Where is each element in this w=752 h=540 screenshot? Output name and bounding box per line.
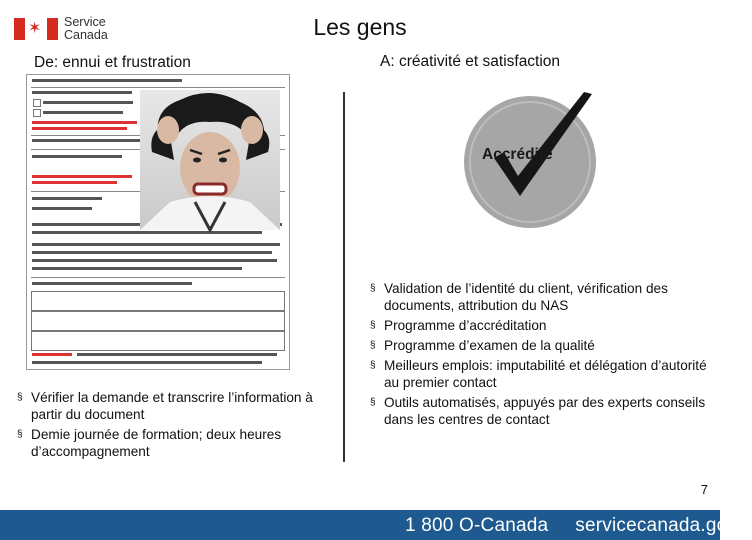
footer-phone: 1 800 O-Canada (405, 515, 549, 536)
left-bullet-list (17, 389, 327, 463)
logo-line-2: Canada (64, 28, 108, 42)
list-item: § Meilleurs emplois: imputabilité et délégation d’autorité au premier contact (370, 358, 707, 390)
logo-line-1: Service (64, 15, 106, 29)
bullet-marker: § (370, 320, 376, 331)
footer-contact (405, 515, 752, 537)
frustrated-person-photo (140, 90, 280, 230)
list-item: § Validation de l’identité du client, vérification des documents, attribution du NAS (370, 281, 668, 313)
bullet-marker: § (370, 360, 376, 371)
accredited-badge (460, 92, 600, 232)
bullet-marker: § (370, 283, 376, 294)
page-number: 7 (700, 482, 708, 497)
list-item: § Vérifier la demande et transcrire l’information à partir du document (17, 390, 313, 422)
right-bullet-list (370, 280, 715, 431)
list-item: § Programme d’accréditation (370, 318, 547, 333)
column-divider (343, 92, 345, 462)
bullet-marker: § (17, 429, 23, 440)
badge-label: Accrédité (482, 146, 553, 163)
list-item: § Outils automatisés, appuyés par des experts conseils dans les centres de contact (370, 395, 706, 427)
slide-title: Les gens (313, 14, 407, 40)
list-item: § Programme d’examen de la qualité (370, 338, 595, 353)
list-item: § Demie journée de formation; deux heures d’accompagnement (17, 427, 282, 459)
maple-leaf-icon: ✶ (28, 20, 42, 37)
right-heading: A: créativité et satisfaction (380, 53, 561, 70)
bullet-marker: § (370, 397, 376, 408)
footer-bar (0, 510, 752, 540)
footer-url: servicecanada.gc.ca (575, 515, 752, 536)
bullet-marker: § (370, 340, 376, 351)
bullet-marker: § (17, 392, 23, 403)
left-heading: De: ennui et frustration (34, 54, 191, 71)
